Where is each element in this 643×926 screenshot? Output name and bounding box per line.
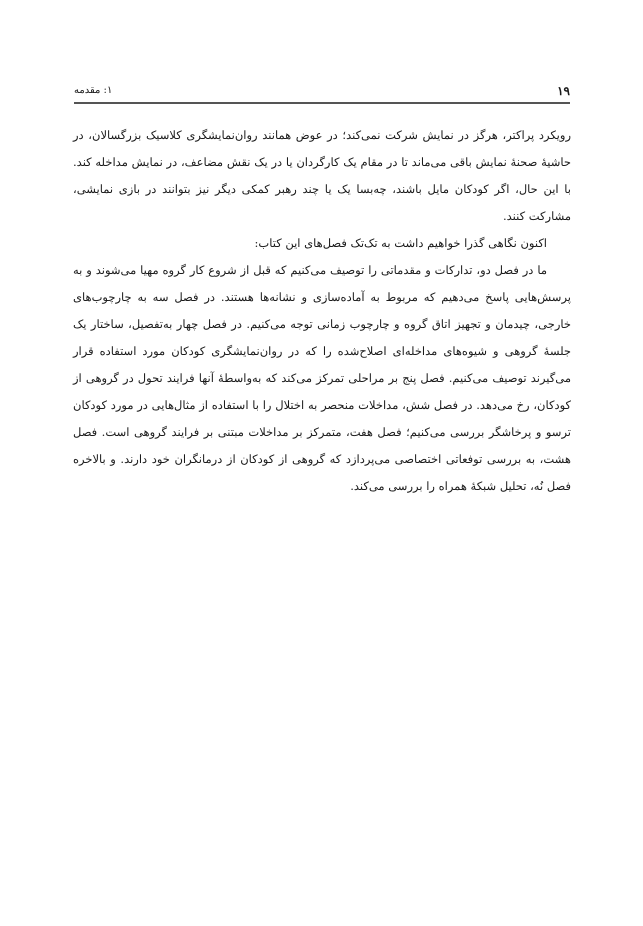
body-text [73,122,571,500]
header-rule [74,102,570,104]
chapter-label: ۱: مقدمه [74,85,113,96]
paragraph-2: اکنون نگاهی گذرا خواهیم داشت به تک‌تک فصل‌های این کتاب: [254,236,547,250]
running-head [74,84,570,102]
paragraph-3: ما در فصل دو، تدارکات و مقدماتی را توصیف می‌کنیم که قبل از شروع کار گروه مهیا می‌شوند و به پرسش‌هایی پاسخ می‌دهیم که مربوط به آماده‌سازی و نشانه‌ها هستند. در فصل سه به چارچوب‌های خارجی، چیدمان و تجهیز اتاق گروه و چارچوب زمانی توجه می‌کنیم. در فصل چهار به‌تفصیل، ساختار یک جلسهٔ گروهی و شیوه‌های مداخله‌ای اصلاح‌شده را که در روان‌نمایشگری کودکان مورد استفاده قرار می‌گیرند توصیف می‌کنیم. فصل پنج بر مراحلی تمرکز می‌کند که به‌واسطهٔ آنها فرایند تحول در گروهی از کودکان، رخ می‌دهد. در فصل شش، مداخلات منحصر به اختلال را با استفاده از مثال‌هایی در مورد کودکان ترسو و پرخاشگر بررسی می‌کنیم؛ فصل هفت، متمرکز بر مداخلات مبتنی بر فرایند گروهی است. فصل هشت، به بررسی توفعاتی اختصاصی می‌پردازد که گروهی از کودکان از درمانگران خود دارند. و بالاخره فصل نُه، تحلیل شبکهٔ همراه را بررسی می‌کند. [73,263,571,493]
page-number: ۱۹ [557,84,570,98]
paragraph-1: رویکرد پراکتر، هرگز در نمایش شرکت نمی‌کند؛ در عوض همانند روان‌نمایشگری کلاسیک بزرگسالان، در حاشیهٔ صحنهٔ نمایش باقی می‌ماند تا در مقام یک کارگردان یا در یک نقش مضاعف، در نمایش مداخله کند. با این حال، اگر کودکان مایل باشند، چه‌بسا یک یا چند رهبر کمکی دیگر نیز بتوانند در بازی نمایشی، مشارکت کنند. [73,128,571,223]
